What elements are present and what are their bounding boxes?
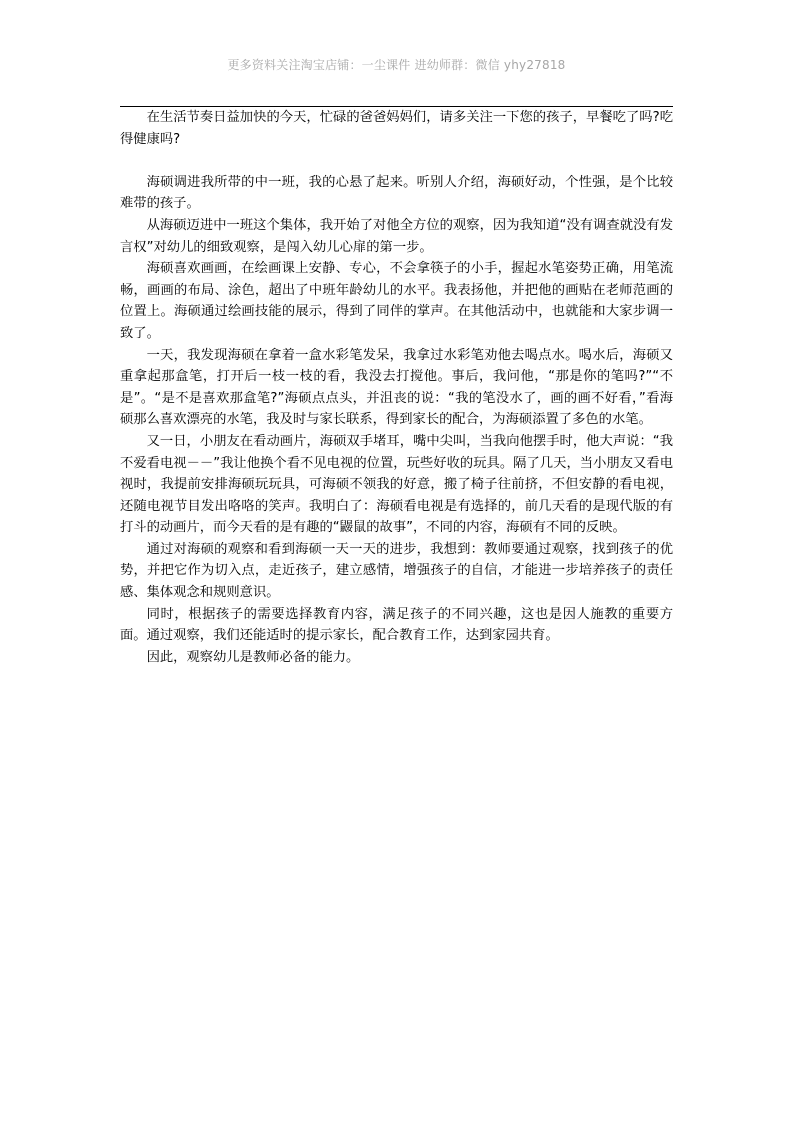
paragraph-intro: 在生活节奏日益加快的今天，忙碌的爸爸妈妈们，请多关注一下您的孩子，早餐吃了吗?吃得健康吗?	[120, 110, 673, 147]
page-header: 更多资料关注淘宝店铺：一尘课件 进幼师群：微信 yhy27818	[227, 58, 566, 72]
paragraph-conclusion: 因此，观察幼儿是教师必备的能力。	[146, 649, 360, 665]
paragraph-1: 海硕调进我所带的中一班，我的心悬了起来。听别人介绍，海硕好动，个性强，是个比较难带的孩子。	[120, 174, 673, 212]
paragraph-5: 又一日，小朋友在看动画片，海硕双手堵耳，嘴中尖叫，当我向他摆手时，他大声说：“我不爱看电视－－”我让他换个看不见电视的位置，玩些好收的玩具。隔了几天，当小朋友又看电视时，我提前安排海硕玩玩具，可海硕不领我的好意，搬了椅子往前挤，不但安静的看电视，还随电视节目发出咯咯的笑声。我明白了：海硕看电视是有选择的，前几天看的是现代版的有打斗的动画片，而今天看的是有趣的“鼹鼠的故事”，不同的内容，海硕有不同的反映。	[120, 433, 673, 536]
paragraph-6: 通过对海硕的观察和看到海硕一天一天的进步，我想到：教师要通过观察，找到孩子的优势，并把它作为切入点，走近孩子，建立感情，增强孩子的自信，才能进一步培养孩子的责任感、集体观念和规则意识。	[120, 541, 673, 601]
paragraph-7: 同时，根据孩子的需要选择教育内容，满足孩子的不同兴趣，这也是因人施教的重要方面。通过观察，我们还能适时的提示家长，配合教育工作，达到家园共育。	[120, 606, 673, 644]
paragraph-4: 一天，我发现海硕在拿着一盒水彩笔发呆，我拿过水彩笔劝他去喝点水。喝水后，海硕又重拿起那盒笔，打开后一枝一枝的看，我没去打搅他。事后，我问他，“那是你的笔吗?”“不是”。“是不是喜欢那盒笔?”海硕点点头，并沮丧的说：“我的笔没水了，画的画不好看，”看海硕那么喜欢漂亮的水笔，我及时与家长联系，得到家长的配合，为海硕添置了多色的水笔。	[120, 347, 673, 428]
paragraph-3: 海硕喜欢画画，在绘画课上安静、专心，不会拿筷子的小手，握起水笔姿势正确，用笔流畅，画画的布局、涂色，超出了中班年龄幼儿的水平。我表扬他，并把他的画贴在老师范画的位置上。海硕通过绘画技能的展示，得到了同伴的掌声。在其他活动中，也就能和大家步调一致了。	[120, 261, 673, 341]
paragraph-2: 从海硕迈进中一班这个集体，我开始了对他全方位的观察，因为我知道“没有调查就没有发言权”对幼儿的细致观察，是闯入幼儿心扉的第一步。	[120, 217, 673, 255]
article-body	[120, 107, 673, 668]
